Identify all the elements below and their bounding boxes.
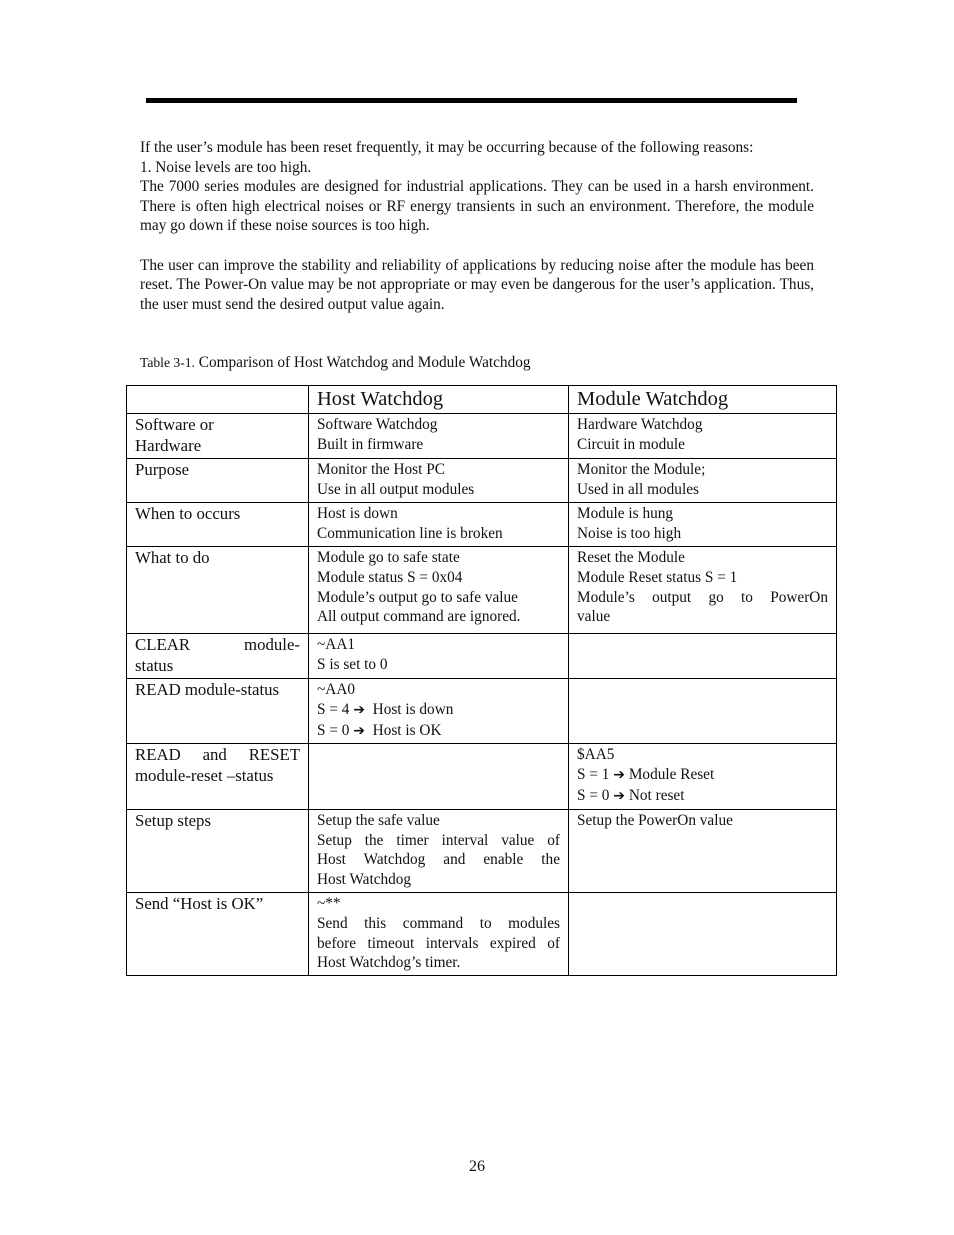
- table-caption-prefix: Table 3-1.: [140, 355, 195, 370]
- row-label: When to occurs: [127, 503, 309, 547]
- row-label: Software or Hardware: [127, 414, 309, 459]
- intro-paragraph-3: The 7000 series modules are designed for industrial applications. They can be used in a harsh environment. There is often high electrical noises or RF energy transients in such an environment. Therefore, the module may go down if these noise sources is too high.: [140, 178, 814, 235]
- comparison-table: [126, 385, 837, 976]
- row-label: Purpose: [127, 459, 309, 503]
- intro-paragraph-2: 1. Noise levels are too high.: [140, 158, 312, 176]
- table-row: [127, 459, 837, 503]
- table-row: [127, 547, 837, 634]
- page-number: 26: [469, 1158, 485, 1175]
- intro-paragraph-4: The user can improve the stability and reliability of applications by reducing noise after the module has been reset. The Power-On value may be not appropriate or may even be dangerous for the user’s application. Thus, the user must send the desired output value again.: [140, 256, 814, 313]
- table-caption-title: Comparison of Host Watchdog and Module Watchdog: [198, 354, 531, 371]
- host-cell: ~** Send this command to modules before timeout intervals expired of Host Watchdog’s timer.: [309, 892, 569, 975]
- table-row: [127, 634, 837, 679]
- host-cell: ~AA1 S is set to 0: [309, 634, 569, 679]
- intro-paragraph-1: If the user’s module has been reset frequently, it may be occurring because of the following reasons:: [140, 139, 754, 156]
- module-cell-empty: [569, 679, 837, 744]
- table-caption: [140, 353, 531, 373]
- right-arrow-icon: ➔: [613, 787, 625, 804]
- row-label: What to do: [127, 547, 309, 634]
- header-rule: [146, 98, 797, 103]
- table-row: [127, 744, 837, 809]
- row-label: Setup steps: [127, 809, 309, 892]
- right-arrow-icon: ➔: [353, 722, 365, 739]
- body-text: [140, 138, 814, 314]
- module-cell: Monitor the Module; Used in all modules: [569, 459, 837, 503]
- header-module-watchdog: Module Watchdog: [569, 386, 837, 414]
- module-cell: Reset the Module Module Reset status S = 1 Module’s output go to PowerOn value: [569, 547, 837, 634]
- module-cell: Hardware Watchdog Circuit in module: [569, 414, 837, 459]
- row-label: Send “Host is OK”: [127, 892, 309, 975]
- host-cell-empty: [309, 744, 569, 809]
- right-arrow-icon: ➔: [353, 701, 365, 718]
- module-cell: Setup the PowerOn value: [569, 809, 837, 892]
- table-row: [127, 679, 837, 744]
- table-row: [127, 414, 837, 459]
- host-cell: Module go to safe state Module status S = 0x04 Module’s output go to safe value All output command are ignored.: [309, 547, 569, 634]
- module-cell: $AA5 S = 1 ➔ Module Reset S = 0 ➔ Not reset: [569, 744, 837, 809]
- header-host-watchdog: Host Watchdog: [309, 386, 569, 414]
- host-cell: Software Watchdog Built in firmware: [309, 414, 569, 459]
- right-arrow-icon: ➔: [613, 767, 625, 784]
- host-cell: Setup the safe value Setup the timer interval value of Host Watchdog and enable the Host Watchdog: [309, 809, 569, 892]
- header-empty-cell: [127, 386, 309, 414]
- module-cell: Module is hung Noise is too high: [569, 503, 837, 547]
- table-header-row: [127, 386, 837, 414]
- module-cell-empty: [569, 634, 837, 679]
- table-row: [127, 809, 837, 892]
- row-label: CLEAR module- status: [127, 634, 309, 679]
- module-cell-empty: [569, 892, 837, 975]
- host-cell: Monitor the Host PC Use in all output modules: [309, 459, 569, 503]
- row-label: READ and RESET module-reset –status: [127, 744, 309, 809]
- host-cell: Host is down Communication line is broken: [309, 503, 569, 547]
- row-label: READ module-status: [127, 679, 309, 744]
- table-row: [127, 892, 837, 975]
- host-cell: ~AA0 S = 4 ➔ Host is down S = 0 ➔ Host is OK: [309, 679, 569, 744]
- table-row: [127, 503, 837, 547]
